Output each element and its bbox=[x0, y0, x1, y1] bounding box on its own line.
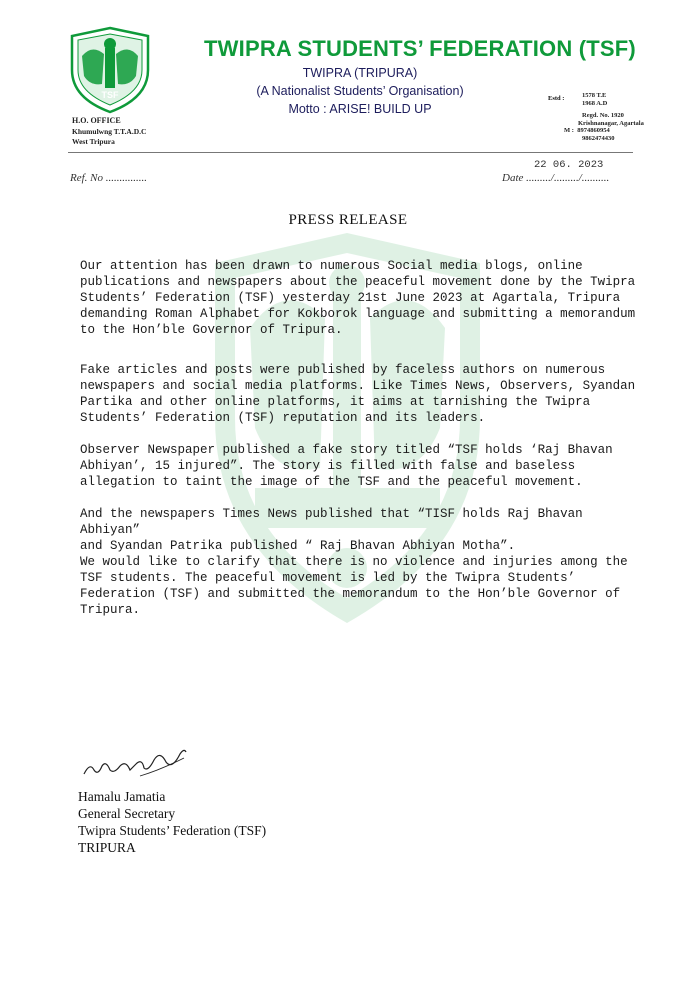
ref-no: Ref. No ............... bbox=[70, 172, 147, 184]
date-value: 22 06. 2023 bbox=[534, 159, 604, 171]
paragraph-3: Observer Newspaper published a fake story titled “TSF holds ‘Raj Bhavan Abhiyan’, 15 injured”. The story is filled with false and baseless allegation to taint the image of the TSF and the peaceful movement. bbox=[80, 443, 613, 489]
estd-label: Estd : bbox=[548, 95, 565, 102]
date-label: Date ........./........./.......... bbox=[502, 172, 610, 184]
tagline: (A Nationalist Students’ Organisation) bbox=[256, 84, 464, 98]
phone-2: 9862474430 bbox=[582, 134, 615, 142]
regd-no: Regd. No. 1920 bbox=[582, 112, 624, 119]
phone-1: 8974860954 bbox=[577, 127, 610, 134]
paragraph-1: Our attention has been drawn to numerous Social media blogs, online publications and newspapers about the peaceful movement done by the Twipra Students’ Federation (TSF) yesterday 21st June 2023 at Agartala, Tripura demanding Roman Alphabet for Kokborok language and submitting a memorandum to the Hon’ble Governor of Tripura. bbox=[80, 259, 636, 337]
contact-block bbox=[564, 112, 644, 142]
ho-office: H.O. OFFICE bbox=[72, 116, 121, 125]
signer-organisation: Twipra Students’ Federation (TSF) bbox=[78, 823, 267, 838]
estd-ad: 1968 A.D bbox=[582, 100, 608, 107]
paragraph-2: Fake articles and posts were published by faceless authors on numerous newspapers and social media platforms. Like Times News, Observers, Syandan Partika and other online platforms, it aims at tarnishing the Twipra Students’ Federation (TSF) reputation and its leaders. bbox=[80, 363, 636, 425]
signer-state: TRIPURA bbox=[78, 840, 136, 855]
paragraph-5: We would like to clarify that there is no violence and injuries among the TSF students. The peaceful movement is led by the Twipra Students’ Federation (TSF) and submitted the memorandum to the Hon’ble Governor of Tripura. bbox=[80, 555, 628, 617]
ho-district: West Tripura bbox=[72, 137, 115, 146]
motto: Motto : ARISE! BUILD UP bbox=[288, 102, 432, 116]
tsf-logo bbox=[68, 26, 152, 114]
region: TWIPRA (TRIPURA) bbox=[302, 66, 418, 80]
paragraph-4: And the newspapers Times News published that “TISF holds Raj Bhavan Abhiyan” and Syandan Patrika published “ Raj Bhavan Abhiyan Motha”. bbox=[80, 507, 583, 553]
estd-te: 1578 T.E bbox=[582, 92, 607, 99]
signer-name: Hamalu Jamatia bbox=[78, 789, 166, 804]
ho-address-line: Khumulwng T.T.A.D.C bbox=[72, 127, 147, 136]
estd-dates bbox=[582, 92, 607, 108]
press-release-title: PRESS RELEASE bbox=[288, 212, 408, 228]
logo-text: TSF bbox=[101, 90, 119, 100]
handwritten-signature bbox=[80, 740, 190, 782]
org-name: TWIPRA STUDENTS’ FEDERATION (TSF) bbox=[204, 36, 636, 61]
office-address: Krishnanagar, Agartala bbox=[578, 119, 644, 127]
mobile-label: M : bbox=[564, 127, 574, 134]
signer-designation: General Secretary bbox=[78, 806, 176, 821]
letterhead-divider bbox=[68, 152, 633, 153]
